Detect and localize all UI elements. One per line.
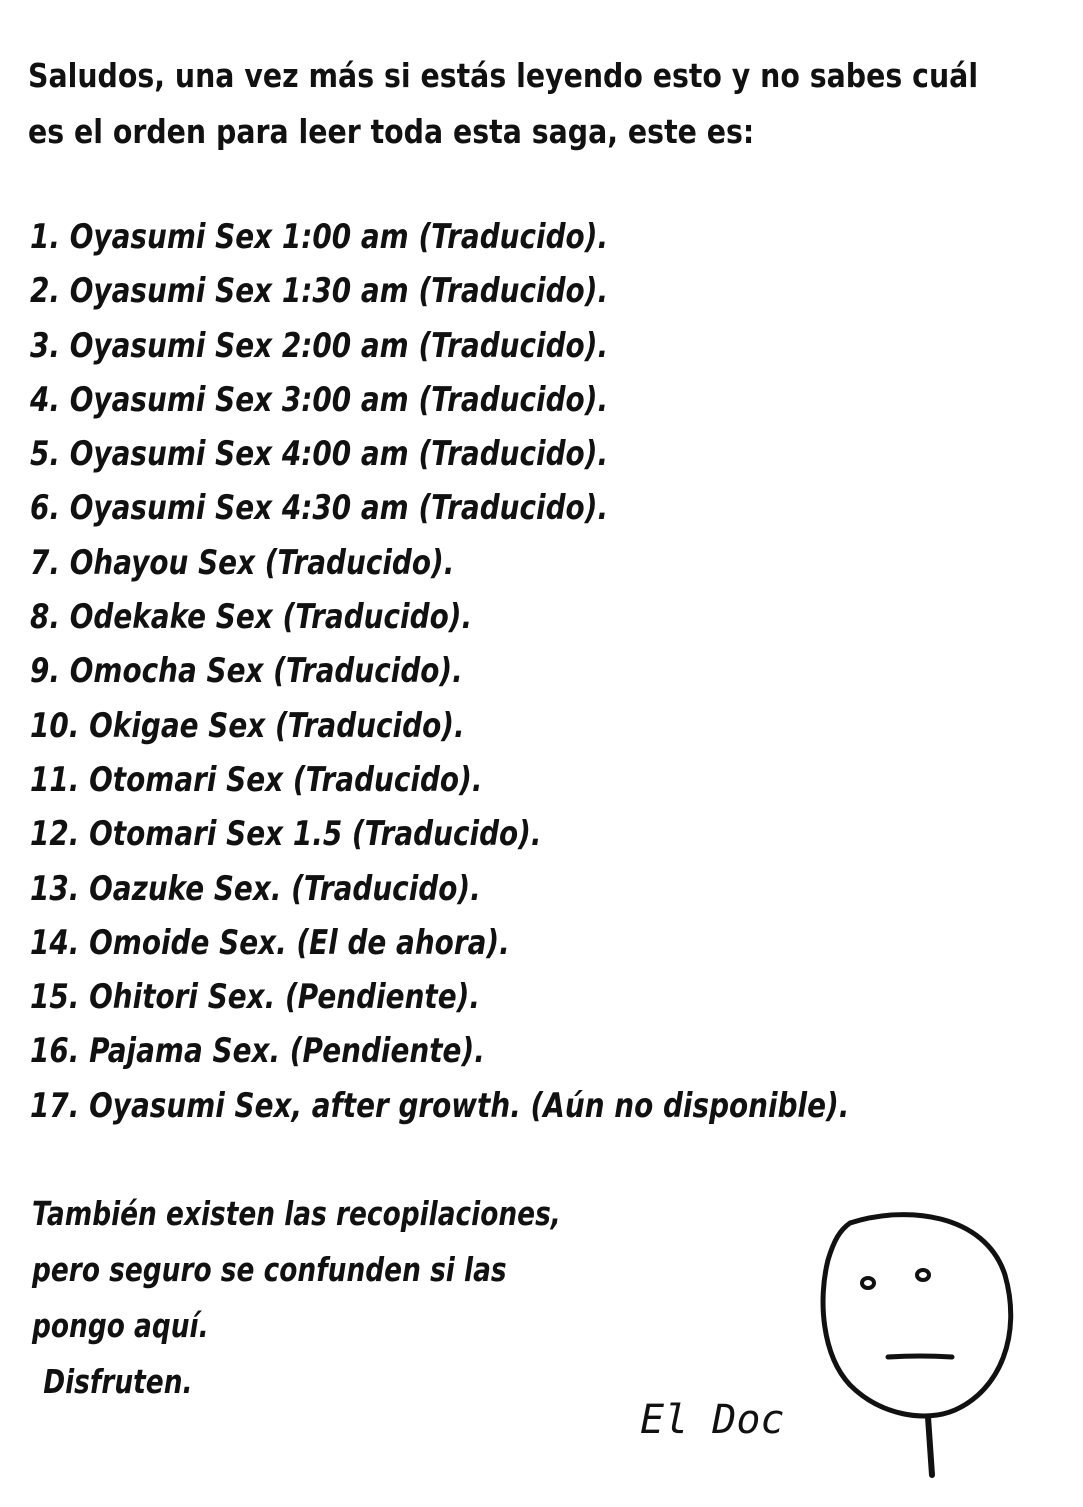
list-item: 9. Omocha Sex (Traducido).	[30, 651, 463, 692]
list-item: 17. Oyasumi Sex, after growth. (Aún no disponible).	[30, 1085, 850, 1126]
list-item: 4. Oyasumi Sex 3:00 am (Traducido).	[30, 379, 609, 420]
list-item: 12. Otomari Sex 1.5 (Traducido).	[30, 814, 542, 855]
list-item: 2. Oyasumi Sex 1:30 am (Traducido).	[30, 271, 609, 312]
list-item: 8. Odekake Sex (Traducido).	[30, 597, 473, 638]
list-item: 14. Omoide Sex. (El de ahora).	[30, 922, 510, 963]
intro-line-2: es el orden para leer toda esta saga, este es:	[28, 112, 755, 151]
closing-line-3: pongo aquí.	[32, 1306, 209, 1345]
list-item: 6. Oyasumi Sex 4:30 am (Traducido).	[30, 488, 609, 529]
list-item: 3. Oyasumi Sex 2:00 am (Traducido).	[30, 325, 609, 366]
list-item: 10. Okigae Sex (Traducido).	[30, 705, 465, 746]
list-item: 13. Oazuke Sex. (Traducido).	[30, 868, 481, 909]
intro-text	[28, 48, 979, 160]
reading-order-list	[30, 210, 1030, 1133]
list-item: 11. Otomari Sex (Traducido).	[30, 759, 483, 800]
closing-line-4: Disfruten.	[43, 1362, 193, 1401]
signature: El Doc	[640, 1397, 785, 1443]
list-item: 5. Oyasumi Sex 4:00 am (Traducido).	[30, 434, 609, 475]
list-item: 15. Ohitori Sex. (Pendiente).	[30, 977, 480, 1018]
closing-line-1: También existen las recopilaciones,	[32, 1194, 561, 1233]
closing-note	[32, 1186, 732, 1410]
list-item: 16. Pajama Sex. (Pendiente).	[30, 1031, 485, 1072]
closing-line-2: pero seguro se confunden si las	[32, 1250, 507, 1289]
poker-face-stick-figure-icon	[810, 1205, 1020, 1495]
intro-line-1: Saludos, una vez más si estás leyendo esto y no sabes cuál	[28, 56, 979, 95]
list-item: 7. Ohayou Sex (Traducido).	[30, 542, 455, 583]
list-item: 1. Oyasumi Sex 1:00 am (Traducido).	[30, 217, 609, 257]
